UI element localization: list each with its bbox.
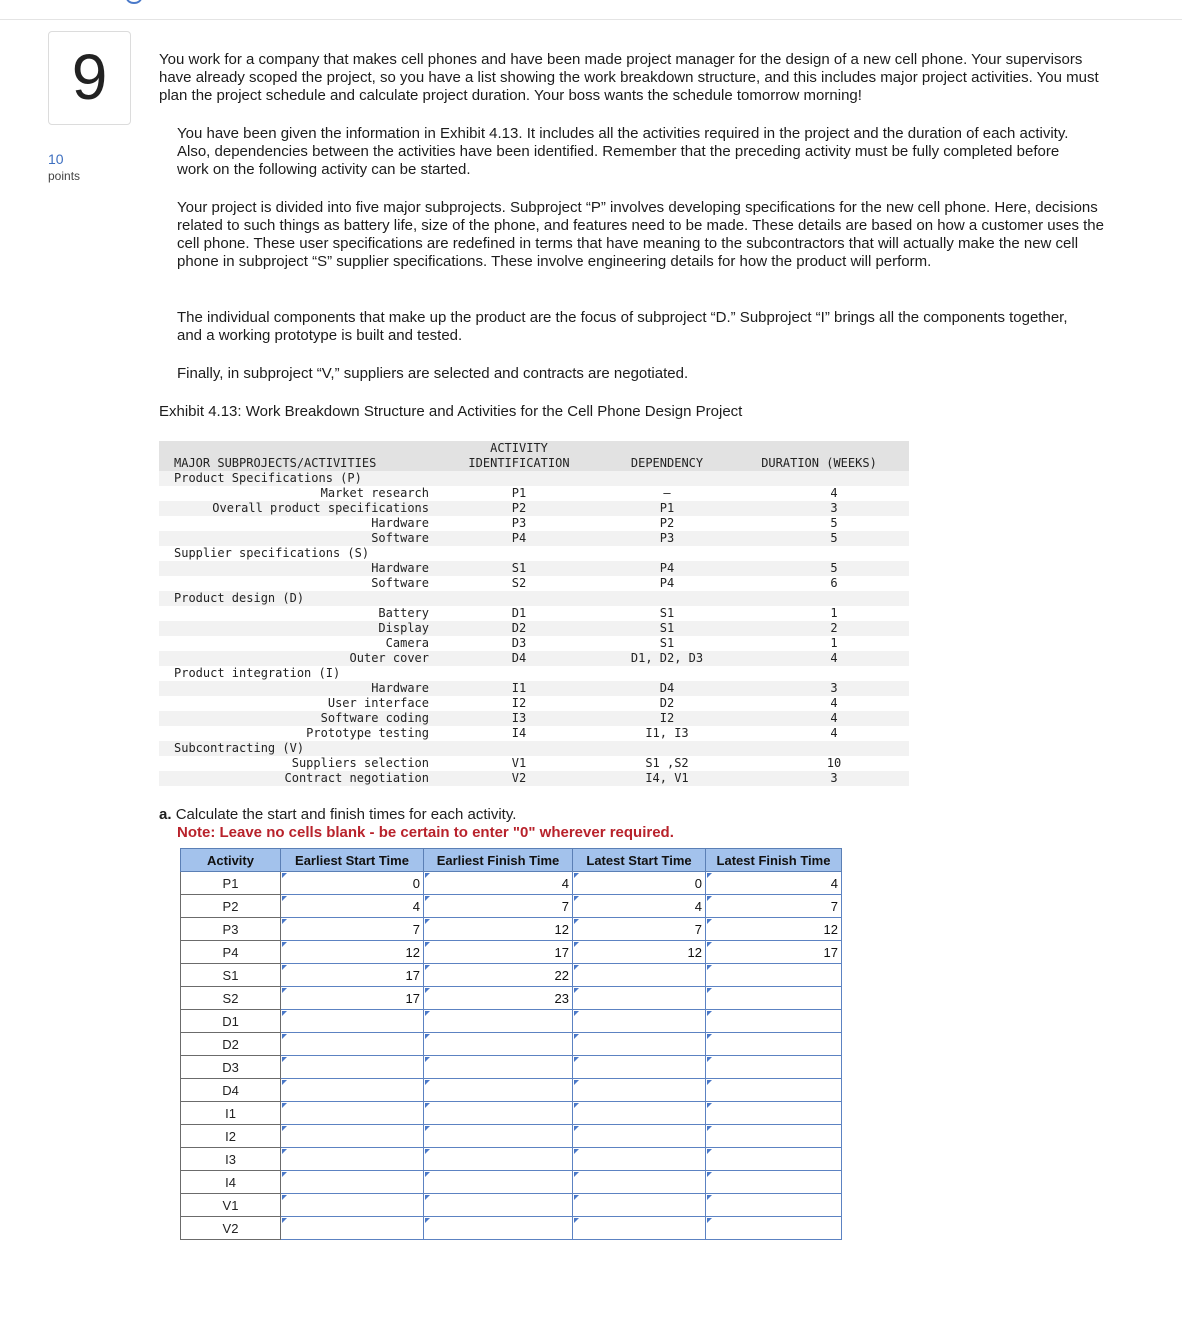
earliest-finish-input[interactable]: 12	[424, 918, 573, 941]
activity-dependency: –	[663, 486, 671, 500]
activity-name: Hardware	[371, 561, 429, 575]
activity-dependency: S1	[659, 606, 675, 620]
exhibit-activity-row	[159, 726, 909, 741]
part-a-prompt	[159, 806, 516, 824]
activity-dependency: P4	[659, 561, 675, 575]
activity-dependency: S1	[659, 636, 675, 650]
activity-id: S2	[511, 576, 527, 590]
activity-dependency: P3	[659, 531, 675, 545]
activity-label: D3	[181, 1056, 281, 1079]
activity-dependency: I2	[659, 711, 675, 725]
activity-dependency: P4	[659, 576, 675, 590]
activity-id: D3	[511, 636, 527, 650]
answer-row	[181, 1194, 842, 1217]
header-latest-start: Latest Start Time	[573, 849, 706, 872]
header-activity: Activity	[181, 849, 281, 872]
latest-finish-input[interactable]	[706, 987, 842, 1010]
latest-start-input[interactable]	[573, 1010, 706, 1033]
activity-name: Prototype testing	[306, 726, 429, 740]
activity-id: P2	[511, 501, 527, 515]
exhibit-activity-row	[159, 576, 909, 591]
earliest-finish-input[interactable]: 4	[424, 872, 573, 895]
part-a-note: Note: Leave no cells blank - be certain to enter "0" wherever required.	[177, 824, 674, 841]
header-latest-finish: Latest Finish Time	[706, 849, 842, 872]
activity-duration: 4	[830, 486, 838, 500]
latest-start-input[interactable]: 4	[573, 895, 706, 918]
answer-row	[181, 918, 842, 941]
exhibit-activity-row	[159, 636, 909, 651]
activity-duration: 3	[830, 771, 838, 785]
activity-duration: 1	[830, 606, 838, 620]
activity-id: S1	[511, 561, 527, 575]
latest-start-input[interactable]	[573, 964, 706, 987]
subproject-name: Product design (D)	[174, 591, 305, 605]
earliest-start-input[interactable]	[281, 1125, 424, 1148]
earliest-finish-input[interactable]	[424, 1102, 573, 1125]
exhibit-group-row	[159, 591, 909, 606]
activity-name: Overall product specifications	[212, 501, 429, 515]
earliest-finish-input[interactable]: 17	[424, 941, 573, 964]
activity-label: D4	[181, 1079, 281, 1102]
earliest-start-input[interactable]	[281, 1171, 424, 1194]
latest-start-input[interactable]	[573, 1079, 706, 1102]
activity-dependency: I1, I3	[645, 726, 689, 740]
answer-row	[181, 895, 842, 918]
header-id-line2: IDENTIFICATION	[468, 456, 570, 470]
activity-duration: 4	[830, 696, 838, 710]
latest-start-input[interactable]	[573, 1125, 706, 1148]
exhibit-activity-row	[159, 486, 909, 501]
answer-row	[181, 872, 842, 895]
earliest-start-input[interactable]: 7	[281, 918, 424, 941]
exhibit-activity-row	[159, 651, 909, 666]
latest-finish-input[interactable]: 4	[706, 872, 842, 895]
earliest-start-input[interactable]	[281, 1033, 424, 1056]
earliest-finish-input[interactable]: 23	[424, 987, 573, 1010]
activity-dependency: D1, D2, D3	[630, 651, 704, 665]
activity-name: Battery	[378, 606, 429, 620]
activity-name: Market research	[320, 486, 429, 500]
exhibit-activity-row	[159, 501, 909, 516]
activity-label: D1	[181, 1010, 281, 1033]
answer-row	[181, 1079, 842, 1102]
answer-table-body	[181, 872, 842, 1240]
activity-name: Camera	[385, 636, 429, 650]
answer-row	[181, 987, 842, 1010]
activity-name: Hardware	[371, 681, 429, 695]
latest-finish-input[interactable]	[706, 1217, 842, 1240]
activity-duration: 4	[830, 651, 838, 665]
answer-row	[181, 1217, 842, 1240]
latest-finish-input[interactable]	[706, 964, 842, 987]
activity-label: P3	[181, 918, 281, 941]
latest-start-input[interactable]: 0	[573, 872, 706, 895]
exhibit-group-row	[159, 741, 909, 756]
exhibit-activity-row	[159, 771, 909, 786]
earliest-start-input[interactable]: 12	[281, 941, 424, 964]
activity-label: I4	[181, 1171, 281, 1194]
latest-finish-input[interactable]	[706, 1194, 842, 1217]
subproject-name: Supplier specifications (S)	[174, 546, 370, 560]
activity-name: Hardware	[371, 516, 429, 530]
activity-name: User interface	[327, 696, 429, 710]
activity-label: P1	[181, 872, 281, 895]
progress-indicator-icon	[126, 0, 142, 4]
answer-row	[181, 1125, 842, 1148]
activity-duration: 10	[826, 756, 842, 770]
earliest-start-input[interactable]	[281, 1148, 424, 1171]
activity-label: V1	[181, 1194, 281, 1217]
activity-duration: 5	[830, 531, 838, 545]
answer-row	[181, 941, 842, 964]
latest-finish-input[interactable]	[706, 1033, 842, 1056]
earliest-finish-input[interactable]	[424, 1194, 573, 1217]
exhibit-activity-row	[159, 531, 909, 546]
activity-name: Suppliers selection	[291, 756, 429, 770]
activity-id: I4	[511, 726, 527, 740]
subprojects-paragraph: Your project is divided into five major subprojects. Subproject “P” involves developing specifications for the new cell phone. Here, decisions related to such things as battery life, size of the phone, and features need to be made. These details are based on how a customer uses the cell phone. These user specifications are redefined in terms that have meaning to the subcontractors that will actually make the new cell phone in subproject “S” supplier specifications. These involve engineering details for how the product will perform.	[177, 199, 1104, 270]
activity-duration: 4	[830, 726, 838, 740]
activity-dependency: D2	[659, 696, 675, 710]
top-divider	[0, 19, 1182, 20]
header-activities: MAJOR SUBPROJECTS/ACTIVITIES	[174, 456, 377, 470]
activity-label: I2	[181, 1125, 281, 1148]
part-a-text: Calculate the start and finish times for each activity.	[175, 806, 517, 823]
latest-finish-input[interactable]	[706, 1056, 842, 1079]
activity-duration: 3	[830, 681, 838, 695]
points-label: points	[48, 169, 81, 183]
header-earliest-finish: Earliest Finish Time	[424, 849, 573, 872]
activity-name: Software	[371, 531, 429, 545]
activity-dependency: D4	[659, 681, 675, 695]
latest-start-input[interactable]	[573, 1194, 706, 1217]
exhibit-group-row	[159, 666, 909, 681]
latest-finish-input[interactable]: 17	[706, 941, 842, 964]
activity-name: Outer cover	[349, 651, 429, 665]
earliest-start-input[interactable]	[281, 1056, 424, 1079]
exhibit-activity-row	[159, 696, 909, 711]
answer-row	[181, 1056, 842, 1079]
header-dependency: DEPENDENCY	[630, 456, 704, 470]
latest-start-input[interactable]	[573, 987, 706, 1010]
activity-id: P4	[511, 531, 527, 545]
latest-finish-input[interactable]	[706, 1125, 842, 1148]
subproject-name: Product Specifications (P)	[174, 471, 362, 485]
latest-finish-input[interactable]: 7	[706, 895, 842, 918]
activity-name: Contract negotiation	[284, 771, 429, 785]
components-paragraph: The individual components that make up the product are the focus of subproject “D.” Subproject “I” brings all the components together, and a working prototype is built and tested.	[177, 309, 1068, 344]
exhibit-info-paragraph: You have been given the information in Exhibit 4.13. It includes all the activities required in the project and the duration of each activity. Also, dependencies between the activities have been identified. Remember that the preceding activity must be fully completed before work on the following activity can be started.	[177, 125, 1069, 178]
part-a-label: a.	[159, 806, 172, 823]
earliest-start-input[interactable]	[281, 1217, 424, 1240]
activity-label: S2	[181, 987, 281, 1010]
exhibit-activity-row	[159, 756, 909, 771]
exhibit-body	[159, 471, 909, 786]
latest-start-input[interactable]	[573, 1056, 706, 1079]
activity-dependency: I4, V1	[645, 771, 689, 785]
earliest-start-input[interactable]	[281, 1194, 424, 1217]
earliest-finish-input[interactable]	[424, 1079, 573, 1102]
exhibit-header	[159, 441, 909, 471]
header-duration: DURATION (WEEKS)	[761, 456, 877, 470]
activity-id: V1	[511, 756, 527, 770]
earliest-start-input[interactable]	[281, 1010, 424, 1033]
answer-row	[181, 1148, 842, 1171]
latest-finish-input[interactable]: 12	[706, 918, 842, 941]
activity-id: P1	[511, 486, 527, 500]
earliest-finish-input[interactable]: 7	[424, 895, 573, 918]
activity-label: I1	[181, 1102, 281, 1125]
activity-dependency: P1	[659, 501, 675, 515]
activity-dependency: S1 ,S2	[645, 756, 689, 770]
exhibit-title: Exhibit 4.13: Work Breakdown Structure and Activities for the Cell Phone Design Project	[159, 403, 743, 420]
exhibit-activity-row	[159, 561, 909, 576]
answer-row	[181, 964, 842, 987]
latest-finish-input[interactable]	[706, 1079, 842, 1102]
exhibit-group-row	[159, 471, 909, 486]
activity-label: I3	[181, 1148, 281, 1171]
activity-label: P4	[181, 941, 281, 964]
activity-dependency: P2	[659, 516, 675, 530]
activity-id: P3	[511, 516, 527, 530]
activity-dependency: S1	[659, 621, 675, 635]
earliest-finish-input[interactable]	[424, 1217, 573, 1240]
activity-duration: 5	[830, 516, 838, 530]
exhibit-group-row	[159, 546, 909, 561]
activity-duration: 6	[830, 576, 838, 590]
activity-id: D1	[511, 606, 527, 620]
activity-id: I1	[511, 681, 527, 695]
latest-start-input[interactable]: 7	[573, 918, 706, 941]
exhibit-activity-row	[159, 516, 909, 531]
exhibit-activity-row	[159, 621, 909, 636]
activity-label: D2	[181, 1033, 281, 1056]
activity-name: Software coding	[320, 711, 429, 725]
latest-start-input[interactable]	[573, 1033, 706, 1056]
latest-start-input[interactable]	[573, 1171, 706, 1194]
latest-start-input[interactable]	[573, 1148, 706, 1171]
latest-start-input[interactable]	[573, 1217, 706, 1240]
exhibit-activity-row	[159, 711, 909, 726]
latest-finish-input[interactable]	[706, 1010, 842, 1033]
activity-id: I3	[511, 711, 527, 725]
activity-duration: 4	[830, 711, 838, 725]
latest-finish-input[interactable]	[706, 1148, 842, 1171]
question-number: 9	[48, 31, 131, 125]
earliest-start-input[interactable]: 4	[281, 895, 424, 918]
subproject-name: Subcontracting (V)	[174, 741, 305, 755]
latest-start-input[interactable]: 12	[573, 941, 706, 964]
subproject-name: Product integration (I)	[174, 666, 341, 680]
exhibit-table	[159, 441, 909, 786]
answer-row	[181, 1010, 842, 1033]
exhibit-activity-row	[159, 606, 909, 621]
exhibit-activity-row	[159, 681, 909, 696]
intro-paragraph: You work for a company that makes cell phones and have been made project manager for the design of a new cell phone. Your supervisors have already scoped the project, so you have a list showing the work breakdown structure, and this includes major project activities. You must plan the project schedule and calculate project duration. Your boss wants the schedule tomorrow morning!	[159, 51, 1099, 104]
activity-duration: 3	[830, 501, 838, 515]
earliest-finish-input[interactable]	[424, 1148, 573, 1171]
latest-finish-input[interactable]	[706, 1171, 842, 1194]
header-id-line1: ACTIVITY	[490, 441, 548, 455]
earliest-finish-input[interactable]	[424, 1125, 573, 1148]
earliest-finish-input[interactable]	[424, 1033, 573, 1056]
activity-id: I2	[511, 696, 527, 710]
activity-duration: 1	[830, 636, 838, 650]
earliest-start-input[interactable]	[281, 1102, 424, 1125]
activity-duration: 5	[830, 561, 838, 575]
header-earliest-start: Earliest Start Time	[281, 849, 424, 872]
answer-row	[181, 1033, 842, 1056]
latest-finish-input[interactable]	[706, 1102, 842, 1125]
earliest-finish-input[interactable]: 22	[424, 964, 573, 987]
earliest-start-input[interactable]	[281, 1079, 424, 1102]
activity-duration: 2	[830, 621, 838, 635]
activity-label: S1	[181, 964, 281, 987]
activity-name: Software	[371, 576, 429, 590]
activity-label: P2	[181, 895, 281, 918]
earliest-start-input[interactable]: 17	[281, 987, 424, 1010]
points-value: 10	[48, 151, 64, 167]
earliest-start-input[interactable]: 0	[281, 872, 424, 895]
earliest-start-input[interactable]: 17	[281, 964, 424, 987]
activity-name: Display	[378, 621, 429, 635]
answer-row	[181, 1171, 842, 1194]
question-points	[48, 151, 80, 183]
answer-row	[181, 1102, 842, 1125]
subcontracting-paragraph: Finally, in subproject “V,” suppliers are selected and contracts are negotiated.	[177, 365, 689, 382]
answer-header-row	[181, 849, 842, 872]
answer-table	[180, 848, 842, 1240]
latest-start-input[interactable]	[573, 1102, 706, 1125]
activity-id: D2	[511, 621, 527, 635]
earliest-finish-input[interactable]	[424, 1056, 573, 1079]
activity-id: V2	[511, 771, 527, 785]
earliest-finish-input[interactable]	[424, 1171, 573, 1194]
earliest-finish-input[interactable]	[424, 1010, 573, 1033]
activity-label: V2	[181, 1217, 281, 1240]
activity-id: D4	[511, 651, 527, 665]
